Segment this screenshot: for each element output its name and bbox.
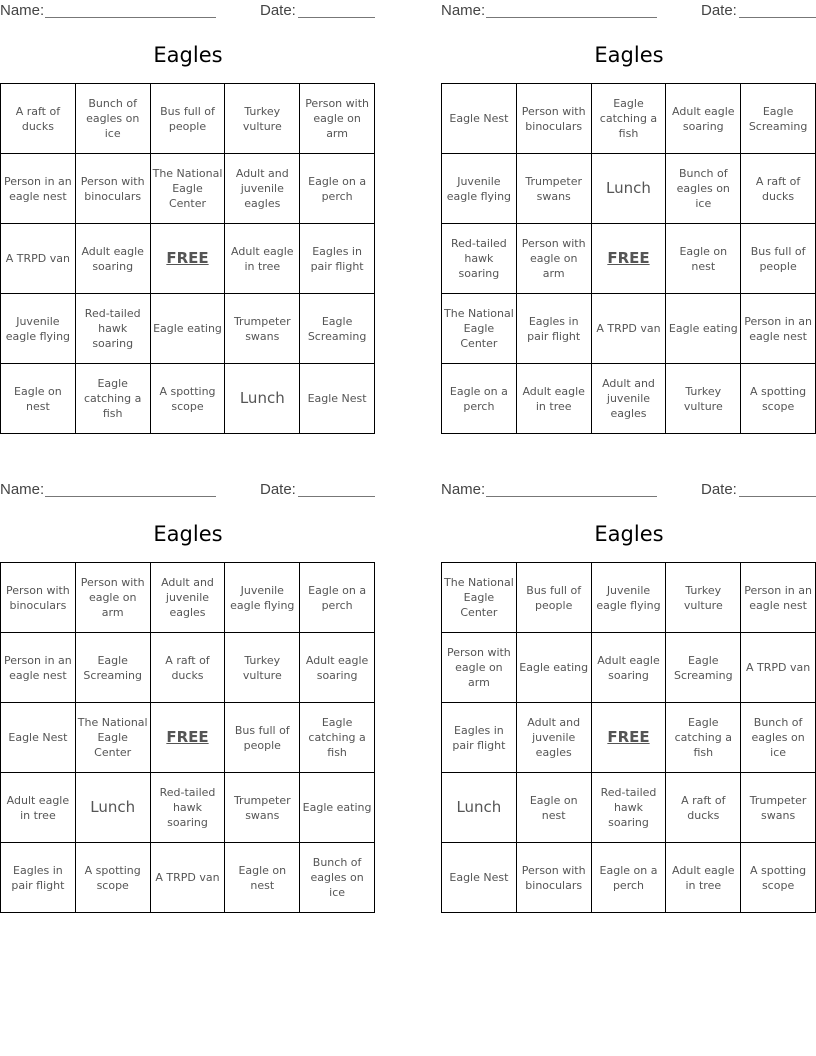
bingo-cell: Eagle catching a fish — [666, 703, 741, 773]
bingo-cell: Bunch of eagles on ice — [300, 843, 375, 913]
bingo-cell: A spotting scope — [741, 364, 816, 434]
free-space-cell: FREE — [151, 703, 226, 773]
bingo-cell: Eagle on nest — [225, 843, 300, 913]
bingo-cell: Person with eagle on arm — [517, 224, 592, 294]
bingo-cell: Eagle on a perch — [300, 154, 375, 224]
bingo-cell: Eagle catching a fish — [76, 364, 151, 434]
bingo-cell: A raft of ducks — [1, 84, 76, 154]
bingo-cell: Lunch — [225, 364, 300, 434]
bingo-cell: Turkey vulture — [225, 633, 300, 703]
name-label: Name: — [0, 2, 45, 19]
bingo-cell: Bus full of people — [741, 224, 816, 294]
card-header — [0, 0, 376, 22]
bingo-cell: Trumpeter swans — [225, 294, 300, 364]
bingo-cell: A TRPD van — [741, 633, 816, 703]
bingo-cell: Turkey vulture — [666, 563, 741, 633]
bingo-cell: Eagle on nest — [517, 773, 592, 843]
bingo-grid — [0, 83, 375, 434]
card-title: Eagles — [153, 43, 223, 67]
bingo-cell: Person in an eagle nest — [741, 294, 816, 364]
bingo-cell: Eagle on a perch — [442, 364, 517, 434]
bingo-cell: Eagle Screaming — [76, 633, 151, 703]
bingo-cell: Red-tailed hawk soaring — [76, 294, 151, 364]
bingo-cell: A TRPD van — [592, 294, 667, 364]
name-blank-line — [45, 496, 216, 497]
card-title: Eagles — [594, 522, 664, 546]
bingo-cell: Lunch — [76, 773, 151, 843]
bingo-cell: Bunch of eagles on ice — [741, 703, 816, 773]
bingo-cell: Eagle Screaming — [300, 294, 375, 364]
bingo-cell: The National Eagle Center — [151, 154, 226, 224]
bingo-grid — [0, 562, 375, 913]
bingo-cell: Adult and juvenile eagles — [225, 154, 300, 224]
bingo-cell: Adult eagle soaring — [666, 84, 741, 154]
bingo-cell: Red-tailed hawk soaring — [151, 773, 226, 843]
date-blank-line — [739, 496, 816, 497]
bingo-cell: Eagle Nest — [442, 84, 517, 154]
bingo-cell: Person with binoculars — [517, 843, 592, 913]
bingo-cell: Adult and juvenile eagles — [151, 563, 226, 633]
bingo-cell: Eagle Nest — [442, 843, 517, 913]
bingo-card-2 — [441, 0, 816, 440]
bingo-cell: Bus full of people — [517, 563, 592, 633]
date-label: Date: — [701, 481, 737, 498]
bingo-cell: The National Eagle Center — [442, 294, 517, 364]
free-space-cell: FREE — [592, 224, 667, 294]
bingo-cell: Adult eagle in tree — [517, 364, 592, 434]
name-blank-line — [45, 17, 216, 18]
free-space-cell: FREE — [151, 224, 226, 294]
bingo-cell: A spotting scope — [151, 364, 226, 434]
card-header — [441, 0, 816, 22]
bingo-cell: Eagle on a perch — [592, 843, 667, 913]
name-label: Name: — [441, 2, 486, 19]
bingo-cell: Eagle on nest — [1, 364, 76, 434]
bingo-cell: Eagle eating — [517, 633, 592, 703]
bingo-cell: Red-tailed hawk soaring — [592, 773, 667, 843]
bingo-cell: Juvenile eagle flying — [225, 563, 300, 633]
bingo-cell: A spotting scope — [76, 843, 151, 913]
bingo-cell: Eagles in pair flight — [1, 843, 76, 913]
bingo-cell: Adult eagle soaring — [300, 633, 375, 703]
date-label: Date: — [260, 2, 296, 19]
bingo-cell: Eagle on a perch — [300, 563, 375, 633]
bingo-cell: Lunch — [592, 154, 667, 224]
bingo-cell: The National Eagle Center — [76, 703, 151, 773]
bingo-cell: Bus full of people — [151, 84, 226, 154]
bingo-cell: Lunch — [442, 773, 517, 843]
bingo-cell: A TRPD van — [1, 224, 76, 294]
bingo-cell: Bus full of people — [225, 703, 300, 773]
bingo-card-3 — [0, 479, 376, 919]
bingo-cell: Eagle on nest — [666, 224, 741, 294]
bingo-cell: Eagles in pair flight — [300, 224, 375, 294]
bingo-cell: Person with binoculars — [76, 154, 151, 224]
bingo-cell: Adult eagle soaring — [592, 633, 667, 703]
bingo-cell: Adult and juvenile eagles — [592, 364, 667, 434]
bingo-cell: Adult and juvenile eagles — [517, 703, 592, 773]
date-blank-line — [739, 17, 816, 18]
bingo-cell: Bunch of eagles on ice — [76, 84, 151, 154]
bingo-cell: Person with eagle on arm — [300, 84, 375, 154]
bingo-cell: Eagle Screaming — [666, 633, 741, 703]
free-space-cell: FREE — [592, 703, 667, 773]
bingo-cell: Eagle eating — [151, 294, 226, 364]
bingo-cell: Person with eagle on arm — [76, 563, 151, 633]
bingo-cell: Trumpeter swans — [225, 773, 300, 843]
bingo-cell: Eagle catching a fish — [592, 84, 667, 154]
bingo-cell: Adult eagle in tree — [225, 224, 300, 294]
card-title: Eagles — [594, 43, 664, 67]
bingo-cell: A raft of ducks — [666, 773, 741, 843]
bingo-card-4 — [441, 479, 816, 919]
bingo-cell: Juvenile eagle flying — [442, 154, 517, 224]
bingo-cell: Turkey vulture — [225, 84, 300, 154]
bingo-cell: A TRPD van — [151, 843, 226, 913]
bingo-cell: Eagle eating — [300, 773, 375, 843]
bingo-cell: Red-tailed hawk soaring — [442, 224, 517, 294]
card-title: Eagles — [153, 522, 223, 546]
bingo-cell: A raft of ducks — [151, 633, 226, 703]
bingo-card-1 — [0, 0, 376, 440]
bingo-grid — [441, 83, 816, 434]
bingo-cell: Eagle Screaming — [741, 84, 816, 154]
name-blank-line — [486, 496, 657, 497]
bingo-cell: Eagle Nest — [1, 703, 76, 773]
bingo-cell: Adult eagle soaring — [76, 224, 151, 294]
bingo-cell: Juvenile eagle flying — [592, 563, 667, 633]
card-header — [0, 479, 376, 501]
name-label: Name: — [441, 481, 486, 498]
date-blank-line — [298, 496, 375, 497]
bingo-cell: Juvenile eagle flying — [1, 294, 76, 364]
bingo-cell: Person in an eagle nest — [741, 563, 816, 633]
bingo-cell: Person in an eagle nest — [1, 154, 76, 224]
bingo-cell: Person with eagle on arm — [442, 633, 517, 703]
bingo-cell: Person with binoculars — [1, 563, 76, 633]
bingo-cell: A spotting scope — [741, 843, 816, 913]
bingo-cell: A raft of ducks — [741, 154, 816, 224]
bingo-cell: Person with binoculars — [517, 84, 592, 154]
bingo-cell: Eagles in pair flight — [442, 703, 517, 773]
bingo-cell: Eagle Nest — [300, 364, 375, 434]
bingo-cell: Eagle eating — [666, 294, 741, 364]
bingo-cell: Person in an eagle nest — [1, 633, 76, 703]
name-label: Name: — [0, 481, 45, 498]
bingo-cell: Trumpeter swans — [517, 154, 592, 224]
bingo-cell: The National Eagle Center — [442, 563, 517, 633]
card-header — [441, 479, 816, 501]
bingo-grid — [441, 562, 816, 913]
bingo-cell: Trumpeter swans — [741, 773, 816, 843]
bingo-cell: Adult eagle in tree — [666, 843, 741, 913]
date-label: Date: — [701, 2, 737, 19]
date-blank-line — [298, 17, 375, 18]
bingo-cell: Bunch of eagles on ice — [666, 154, 741, 224]
bingo-cell: Adult eagle in tree — [1, 773, 76, 843]
bingo-cell: Turkey vulture — [666, 364, 741, 434]
bingo-cell: Eagles in pair flight — [517, 294, 592, 364]
date-label: Date: — [260, 481, 296, 498]
name-blank-line — [486, 17, 657, 18]
bingo-cell: Eagle catching a fish — [300, 703, 375, 773]
